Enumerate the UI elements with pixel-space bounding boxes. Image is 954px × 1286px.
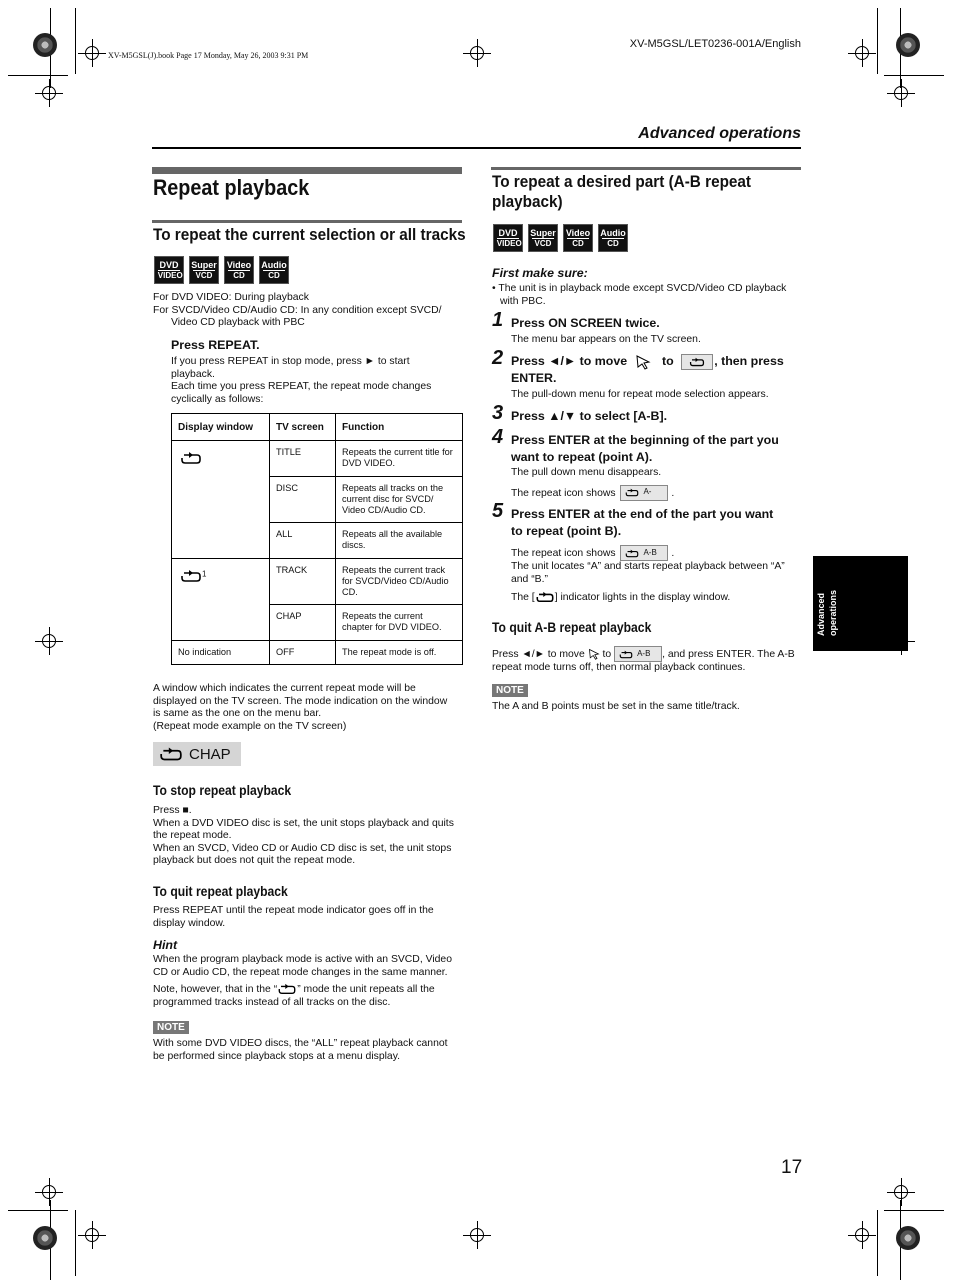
ab-repeat-indicator: A- bbox=[620, 485, 668, 501]
tv-screen-cell: TRACK bbox=[270, 559, 336, 605]
registration-dial-bottom-right bbox=[896, 1226, 920, 1250]
press-repeat-desc: If you press REPEAT in stop mode, press ► to start playback. Each time you press REPEAT, the repeat mode changes cyclically as follows: bbox=[171, 356, 432, 405]
repeat-icon bbox=[619, 650, 633, 659]
page-title: Repeat playback bbox=[153, 175, 310, 200]
note-badge: NOTE bbox=[153, 1021, 189, 1034]
registration-mark bbox=[85, 1228, 99, 1242]
dvd-video-logo: DVD VIDEO bbox=[154, 256, 184, 284]
disc-logos bbox=[493, 224, 628, 252]
registration-dial-top-left bbox=[33, 33, 57, 57]
side-tab-line2: operations bbox=[828, 589, 838, 636]
repeat-icon-cell bbox=[172, 441, 270, 559]
title-bar bbox=[152, 167, 462, 174]
tv-screen-cell: OFF bbox=[270, 641, 336, 665]
registration-mark bbox=[42, 1185, 56, 1199]
ab-repeat-indicator: A-B bbox=[614, 646, 662, 662]
step-5-desc: The repeat icon shows A-B . The unit locates “A” and starts repeat playback between “A” and “B.” The [ ] indicator lights in the display window. bbox=[511, 545, 785, 605]
ab-title-bar bbox=[491, 167, 801, 170]
note-badge: NOTE bbox=[492, 684, 528, 697]
table-row bbox=[172, 441, 463, 477]
example-mode-label: CHAP bbox=[189, 745, 231, 763]
repeat-icon bbox=[625, 488, 639, 497]
function-cell: Repeats the current track for SVCD/Video CD/Audio CD. bbox=[336, 559, 463, 605]
side-tab-line1: Advanced bbox=[816, 592, 826, 636]
repeat-icon bbox=[689, 357, 705, 367]
registration-mark bbox=[42, 86, 56, 100]
quit-ab-text: Press ◄/► to move to A-B , and press ENTER. The A-B repeat mode turns off, then normal playback continues. bbox=[492, 646, 795, 675]
ab-note-text: The A and B points must be set in the same title/track. bbox=[492, 701, 740, 712]
subtitle-bar bbox=[152, 220, 462, 223]
function-cell: The repeat mode is off. bbox=[336, 641, 463, 665]
function-cell: Repeats the current title for DVD VIDEO. bbox=[336, 441, 463, 477]
cursor-icon bbox=[635, 354, 651, 370]
registration-mark bbox=[85, 46, 99, 60]
step-3-text: Press ▲/▼ to select [A-B]. bbox=[511, 409, 668, 423]
table-row bbox=[172, 641, 463, 665]
step-5-text: Press ENTER at the end of the part you want to repeat (point B). bbox=[511, 507, 774, 538]
quit-repeat-heading: To quit repeat playback bbox=[153, 884, 288, 899]
table-header: TV screen bbox=[270, 414, 336, 441]
tv-screen-cell: ALL bbox=[270, 523, 336, 559]
repeat-one-icon bbox=[180, 569, 202, 583]
first-make-sure-bullet: • The unit is in playback mode except SVCD/Video CD playback with PBC. bbox=[492, 283, 787, 307]
repeat-icon bbox=[159, 746, 183, 762]
model-code: XV-M5GSL/LET0236-001A/English bbox=[629, 38, 801, 50]
repeat-one-icon-cell: 1 bbox=[172, 559, 270, 641]
registration-mark bbox=[855, 46, 869, 60]
display-window-cell: No indication bbox=[172, 641, 270, 665]
step-1-desc: The menu bar appears on the TV screen. bbox=[511, 334, 701, 345]
cursor-icon bbox=[588, 648, 600, 660]
side-tab bbox=[813, 556, 908, 651]
section-heading: Advanced operations bbox=[638, 125, 801, 142]
audio-cd-logo: Audio CD bbox=[598, 224, 628, 252]
registration-mark bbox=[470, 1228, 484, 1242]
table-row bbox=[172, 559, 463, 605]
step-number: 4 bbox=[492, 426, 504, 448]
note-text: With some DVD VIDEO discs, the “ALL” repeat playback cannot be performed since playback stops at a menu display. bbox=[153, 1038, 448, 1062]
function-cell: Repeats the current chapter for DVD VIDEO. bbox=[336, 605, 463, 641]
repeat-mode-example bbox=[153, 742, 241, 766]
quit-repeat-text: Press REPEAT until the repeat mode indicator goes off in the display window. bbox=[153, 905, 434, 929]
step-2-desc: The pull-down menu for repeat mode selection appears. bbox=[511, 389, 769, 400]
step-number: 1 bbox=[492, 309, 504, 331]
registration-mark bbox=[470, 46, 484, 60]
registration-mark bbox=[894, 1185, 908, 1199]
registration-mark bbox=[42, 634, 56, 648]
section-title: To repeat the current selection or all tracks bbox=[153, 225, 466, 244]
step-4-desc: The pull down menu disappears. The repeat icon shows A- . bbox=[511, 467, 674, 501]
repeat-icon bbox=[277, 983, 297, 995]
table-header: Display window bbox=[172, 414, 270, 441]
step-number: 3 bbox=[492, 402, 504, 424]
video-cd-logo: Video CD bbox=[224, 256, 254, 284]
press-repeat-label: Press REPEAT. bbox=[171, 338, 260, 352]
disc-logos bbox=[154, 256, 289, 284]
registration-dial-bottom-left bbox=[33, 1226, 57, 1250]
window-explanation: A window which indicates the current repeat mode will be displayed on the TV screen. The mode indication on the window is same as the one on the menu bar. (Repeat mode example on the TV screen) bbox=[153, 683, 448, 732]
registration-mark bbox=[894, 86, 908, 100]
step-number: 2 bbox=[492, 347, 504, 369]
step-1-text: Press ON SCREEN twice. bbox=[511, 316, 660, 330]
repeat-mode-table bbox=[171, 413, 463, 665]
registration-dial-top-right bbox=[896, 33, 920, 57]
tv-screen-cell: DISC bbox=[270, 477, 336, 523]
tv-screen-cell: TITLE bbox=[270, 441, 336, 477]
table-header: Function bbox=[336, 414, 463, 441]
repeat-icon bbox=[180, 451, 202, 465]
ab-section-title: To repeat a desired part (A-B repeat playback) bbox=[492, 172, 752, 211]
condition-text: For DVD VIDEO: During playback For SVCD/Video CD/Audio CD: In any condition except SVCD/ Video CD playback with PBC bbox=[153, 292, 442, 329]
first-make-sure-label: First make sure: bbox=[492, 266, 588, 280]
hint-label: Hint bbox=[153, 938, 178, 952]
repeat-indicator-icon bbox=[535, 591, 555, 603]
repeat-button-icon bbox=[681, 354, 713, 370]
header-rule bbox=[152, 147, 801, 149]
video-cd-logo: Video CD bbox=[563, 224, 593, 252]
registration-mark bbox=[855, 1228, 869, 1242]
step-2-text: Press ◄/► to move to , then press ENTER. bbox=[511, 354, 784, 385]
audio-cd-logo: Audio CD bbox=[259, 256, 289, 284]
super-vcd-logo: Super VCD bbox=[189, 256, 219, 284]
step-number: 5 bbox=[492, 500, 504, 522]
stop-repeat-text: Press ■. When a DVD VIDEO disc is set, the unit stops playback and quits the repeat mode. When an SVCD, Video CD or Audio CD disc is set, the unit stops playback but does not quit the repeat mode. bbox=[153, 805, 454, 867]
hint-text: When the program playback mode is active with an SVCD, Video CD or Audio CD, the repeat mode changes in the same manner. Note, however, that in the “ ” mode the unit repeats all the programmed tracks instead of all tracks on the disc. bbox=[153, 954, 452, 1008]
stop-repeat-heading: To stop repeat playback bbox=[153, 783, 292, 798]
super-vcd-logo: Super VCD bbox=[528, 224, 558, 252]
file-info: XV-M5GSL(J).book Page 17 Monday, May 26, 2003 9:31 PM bbox=[108, 51, 309, 60]
repeat-icon bbox=[625, 549, 639, 558]
dvd-video-logo: DVD VIDEO bbox=[493, 224, 523, 252]
page-number: 17 bbox=[781, 1157, 803, 1178]
tv-screen-cell: CHAP bbox=[270, 605, 336, 641]
function-cell: Repeats all the available discs. bbox=[336, 523, 463, 559]
ab-repeat-indicator: A-B bbox=[620, 545, 668, 561]
quit-ab-heading: To quit A-B repeat playback bbox=[492, 620, 652, 635]
step-4-text: Press ENTER at the beginning of the part you want to repeat (point A). bbox=[511, 433, 779, 464]
function-cell: Repeats all tracks on the current disc for SVCD/ Video CD/Audio CD. bbox=[336, 477, 463, 523]
